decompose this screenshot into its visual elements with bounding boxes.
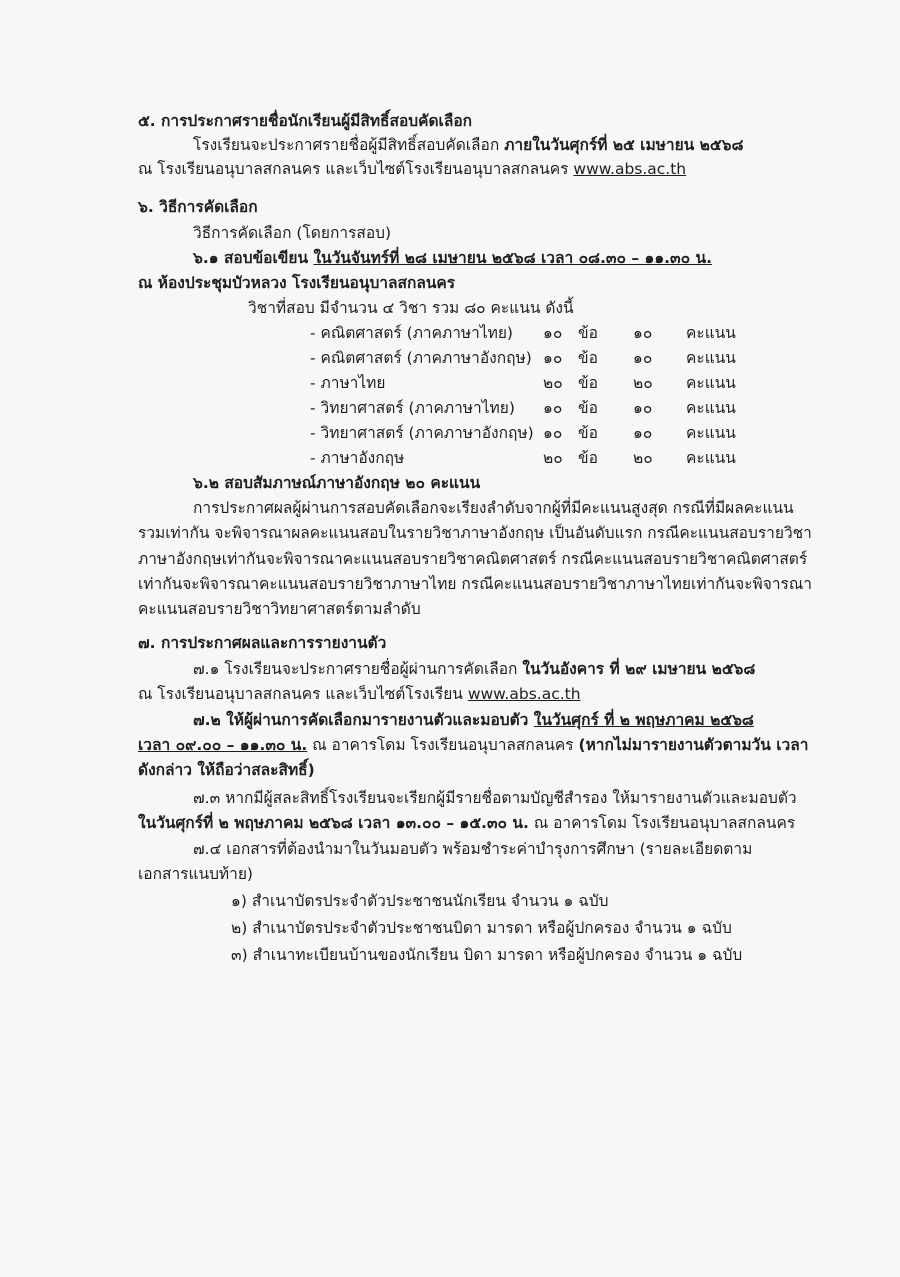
subject-score-unit: คะแนน xyxy=(686,399,736,417)
subject-items-unit: ข้อ xyxy=(578,424,598,442)
subject-items: ๑๐ xyxy=(543,424,563,442)
section-6-1-datetime: ในวันจันทร์ที่ ๒๘ เมษายน ๒๕๖๘ เวลา ๐๘.๓๐ – ๑๑.๓๐ น. xyxy=(313,249,712,267)
section-7-3-line-2 xyxy=(138,812,795,834)
subject-items: ๑๐ xyxy=(543,349,563,367)
subject-score: ๑๐ xyxy=(633,324,653,342)
section-6-1-label: ๖.๑ สอบข้อเขียน xyxy=(193,249,314,267)
subject-items: ๑๐ xyxy=(543,324,563,342)
ranking-line-2: รวมเท่ากัน จะพิจารณาผลคะแนนสอบในรายวิชาภาษาอังกฤษ เป็นอันดับแรก กรณีคะแนนสอบรายวิชา xyxy=(138,524,812,542)
document-item: ๒) สำเนาบัตรประจำตัวประชาชนบิดา มารดา หรือผู้ปกครอง จำนวน ๑ ฉบับ xyxy=(231,919,732,937)
subject-score: ๑๐ xyxy=(633,399,653,417)
ranking-line-1: การประกาศผลผู้ผ่านการสอบคัดเลือกจะเรียงลำดับจากผู้ที่มีคะแนนสูงสุด กรณีที่มีผลคะแนน xyxy=(193,499,794,517)
section-7-2-text: ๗.๒ ให้ผู้ผ่านการคัดเลือกมารายงานตัวและมอบตัว xyxy=(193,711,534,729)
subject-items: ๒๐ xyxy=(543,449,563,467)
section-7-2-warning: (หากไม่มารายงานตัวตามวัน เวลา xyxy=(578,736,809,754)
ranking-line-4: เท่ากันจะพิจารณาคะแนนสอบรายวิชาภาษาไทย กรณีคะแนนสอบรายวิชาภาษาไทยเท่ากันจะพิจารณา xyxy=(138,575,812,593)
subject-score: ๑๐ xyxy=(633,424,653,442)
subject-items: ๑๐ xyxy=(543,399,563,417)
website-link[interactable]: www.abs.ac.th xyxy=(467,685,581,703)
section-7-2-place: ณ อาคารโดม โรงเรียนอนุบาลสกลนคร xyxy=(307,736,579,754)
subject-items-unit: ข้อ xyxy=(578,449,598,467)
subject-name: - วิทยาศาสตร์ (ภาคภาษาไทย) xyxy=(310,399,515,417)
subject-items-unit: ข้อ xyxy=(578,349,598,367)
section-7-2-line-2 xyxy=(138,734,808,756)
section-7-2 xyxy=(193,709,754,731)
selection-method: วิธีการคัดเลือก (โดยการสอบ) xyxy=(193,224,392,242)
subject-score: ๒๐ xyxy=(633,374,653,392)
subject-score: ๑๐ xyxy=(633,349,653,367)
subject-name: - วิทยาศาสตร์ (ภาคภาษาอังกฤษ) xyxy=(310,424,534,442)
ranking-line-3: ภาษาอังกฤษเท่ากันจะพิจารณาคะแนนสอบรายวิชาคณิตศาสตร์ กรณีคะแนนสอบรายวิชาคณิตศาสตร์ xyxy=(138,550,808,568)
subject-score-unit: คะแนน xyxy=(686,449,736,467)
subject-name: - ภาษาอังกฤษ xyxy=(310,449,405,467)
document-item: ๑) สำเนาบัตรประจำตัวประชาชนนักเรียน จำนวน ๑ ฉบับ xyxy=(231,892,609,910)
subject-items: ๒๐ xyxy=(543,374,563,392)
section-7-1-date: ในวันอังคาร ที่ ๒๙ เมษายน ๒๕๖๘ xyxy=(522,660,756,678)
subject-items-unit: ข้อ xyxy=(578,324,598,342)
document-item: ๓) สำเนาทะเบียนบ้านของนักเรียน บิดา มารดา หรือผู้ปกครอง จำนวน ๑ ฉบับ xyxy=(231,946,743,964)
section-7-4-line-1: ๗.๔ เอกสารที่ต้องนำมาในวันมอบตัว พร้อมชำระค่าบำรุงการศึกษา (รายละเอียดตาม xyxy=(193,840,753,858)
section-7-2-date: ในวันศุกร์ ที่ ๒ พฤษภาคม ๒๕๖๘ xyxy=(533,711,754,729)
section-6-heading: ๖. วิธีการคัดเลือก xyxy=(138,198,258,216)
section-5-place: ณ โรงเรียนอนุบาลสกลนคร และเว็บไซต์โรงเรียนอนุบาลสกลนคร xyxy=(138,160,574,178)
section-7-heading: ๗. การประกาศผลและการรายงานตัว xyxy=(138,634,387,652)
section-7-3-place: ณ อาคารโดม โรงเรียนอนุบาลสกลนคร xyxy=(528,814,796,832)
section-7-1 xyxy=(193,658,755,680)
section-7-2-time: เวลา ๐๙.๐๐ – ๑๑.๓๐ น. xyxy=(138,736,308,754)
section-7-2-warning-2: ดังกล่าว ให้ถือว่าสละสิทธิ์) xyxy=(138,761,315,779)
subject-name: - คณิตศาสตร์ (ภาคภาษาไทย) xyxy=(310,324,513,342)
subject-score: ๒๐ xyxy=(633,449,653,467)
section-7-3-datetime: ในวันศุกร์ที่ ๒ พฤษภาคม ๒๕๖๘ เวลา ๑๓.๐๐ – ๑๕.๓๐ น. xyxy=(138,814,529,832)
subject-score-unit: คะแนน xyxy=(686,349,736,367)
subject-items-unit: ข้อ xyxy=(578,399,598,417)
subject-score-unit: คะแนน xyxy=(686,324,736,342)
subject-name: - ภาษาไทย xyxy=(310,374,386,392)
section-7-1-place: ณ โรงเรียนอนุบาลสกลนคร และเว็บไซต์โรงเรียน xyxy=(138,685,468,703)
section-6-1-place: ณ ห้องประชุมบัวหลวง โรงเรียนอนุบาลสกลนคร xyxy=(138,274,456,292)
ranking-line-5: คะแนนสอบรายวิชาวิทยาศาสตร์ตามลำดับ xyxy=(138,600,421,618)
section-5-line-2 xyxy=(138,158,686,180)
section-5-text: โรงเรียนจะประกาศรายชื่อผู้มีสิทธิ์สอบคัดเลือก xyxy=(193,136,505,154)
section-7-3-line-1: ๗.๓ หากมีผู้สละสิทธิ์โรงเรียนจะเรียกผู้มีรายชื่อตามบัญชีสำรอง ให้มารายงานตัวและมอบตัว xyxy=(193,789,797,807)
section-5-line-1 xyxy=(193,134,743,156)
website-link[interactable]: www.abs.ac.th xyxy=(573,160,687,178)
subjects-intro: วิชาที่สอบ มีจำนวน ๔ วิชา รวม ๘๐ คะแนน ดังนี้ xyxy=(248,299,574,317)
section-6-1 xyxy=(193,247,712,269)
section-5-heading: ๕. การประกาศรายชื่อนักเรียนผู้มีสิทธิ์สอบคัดเลือก xyxy=(138,112,473,130)
section-7-1-place-line xyxy=(138,683,581,705)
section-7-1-text: ๗.๑ โรงเรียนจะประกาศรายชื่อผู้ผ่านการคัดเลือก xyxy=(193,660,523,678)
subject-items-unit: ข้อ xyxy=(578,374,598,392)
section-5-date: ภายในวันศุกร์ที่ ๒๕ เมษายน ๒๕๖๘ xyxy=(504,136,744,154)
subject-name: - คณิตศาสตร์ (ภาคภาษาอังกฤษ) xyxy=(310,349,532,367)
section-7-4-line-2: เอกสารแนบท้าย) xyxy=(138,865,253,883)
subject-score-unit: คะแนน xyxy=(686,424,736,442)
section-6-2: ๖.๒ สอบสัมภาษณ์ภาษาอังกฤษ ๒๐ คะแนน xyxy=(193,474,481,492)
subject-score-unit: คะแนน xyxy=(686,374,736,392)
